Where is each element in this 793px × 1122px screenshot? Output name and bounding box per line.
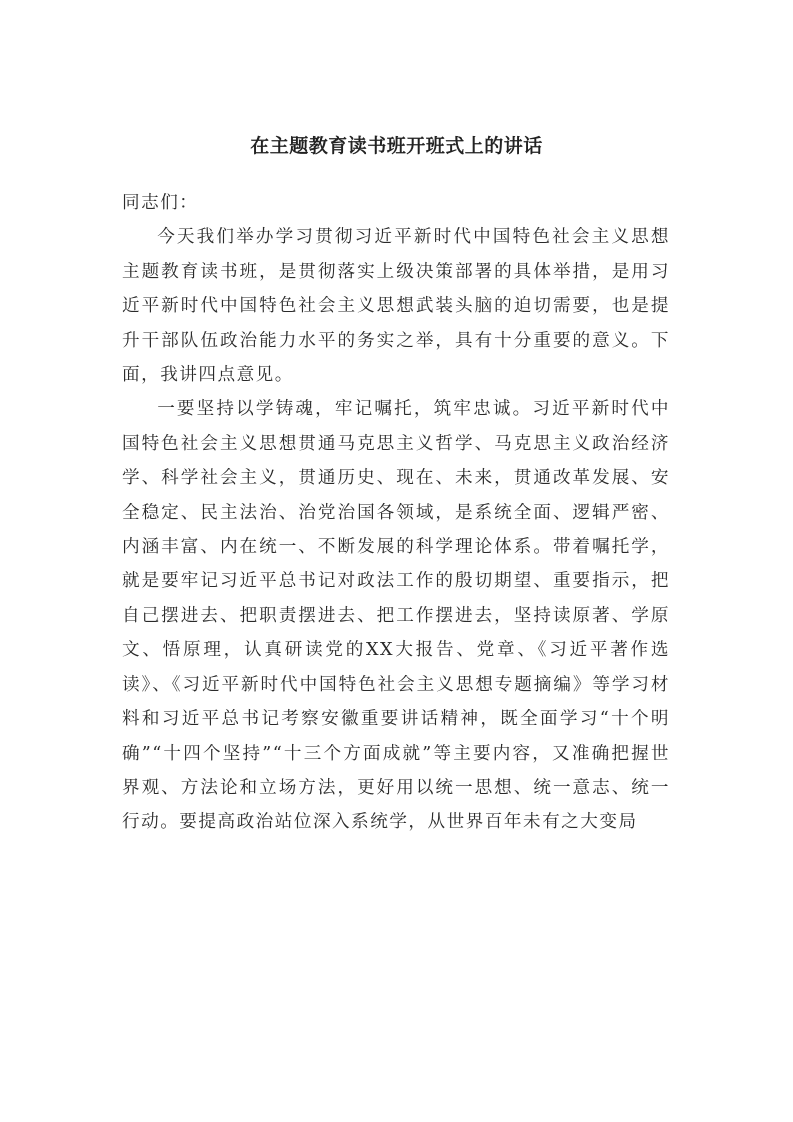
paragraph-intro: 今天我们举办学习贯彻习近平新时代中国特色社会主义思想主题教育读书班，是贯彻落实上级决策部署的具体举措，是用习近平新时代中国特色社会主义思想武装头脑的迫切需要，也是提升干部队伍政治能力水平的务实之举，具有十分重要的意义。下面，我讲四点意见。 bbox=[122, 227, 670, 386]
paragraph-point-one: 一要坚持以学铸魂，牢记嘱托，筑牢忠诚。习近平新时代中国特色社会主义思想贯通马克思主义哲学、马克思主义政治经济学、科学社会主义，贯通历史、现在、未来，贯通改革发展、安全稳定、民主法治、治党治国各领域，是系统全面、逻辑严密、内涵丰富、内在统一、不断发展的科学理论体系。带着嘱托学，就是要牢记习近平总书记对政法工作的殷切期望、重要指示，把自己摆进去、把职责摆进去、把工作摆进去，坚持读原著、学原文、悟原理，认真研读党的XX大报告、党章、《习近平著作选读》、《习近平新时代中国特色社会主义思想专题摘编》等学习材料和习近平总书记考察安徽重要讲话精神，既全面学习“十个明确”“十四个坚持”“十三个方面成就”等主要内容，又准确把握世界观、方法论和立场方法，更好用以统一思想、统一意志、统一行动。要提高政治站位深入系统学，从世界百年未有之大变局 bbox=[122, 399, 670, 833]
document-title: 在主题教育读书班开班式上的讲话 bbox=[250, 135, 543, 157]
salutation: 同志们： bbox=[122, 193, 199, 213]
document-body bbox=[122, 186, 670, 840]
